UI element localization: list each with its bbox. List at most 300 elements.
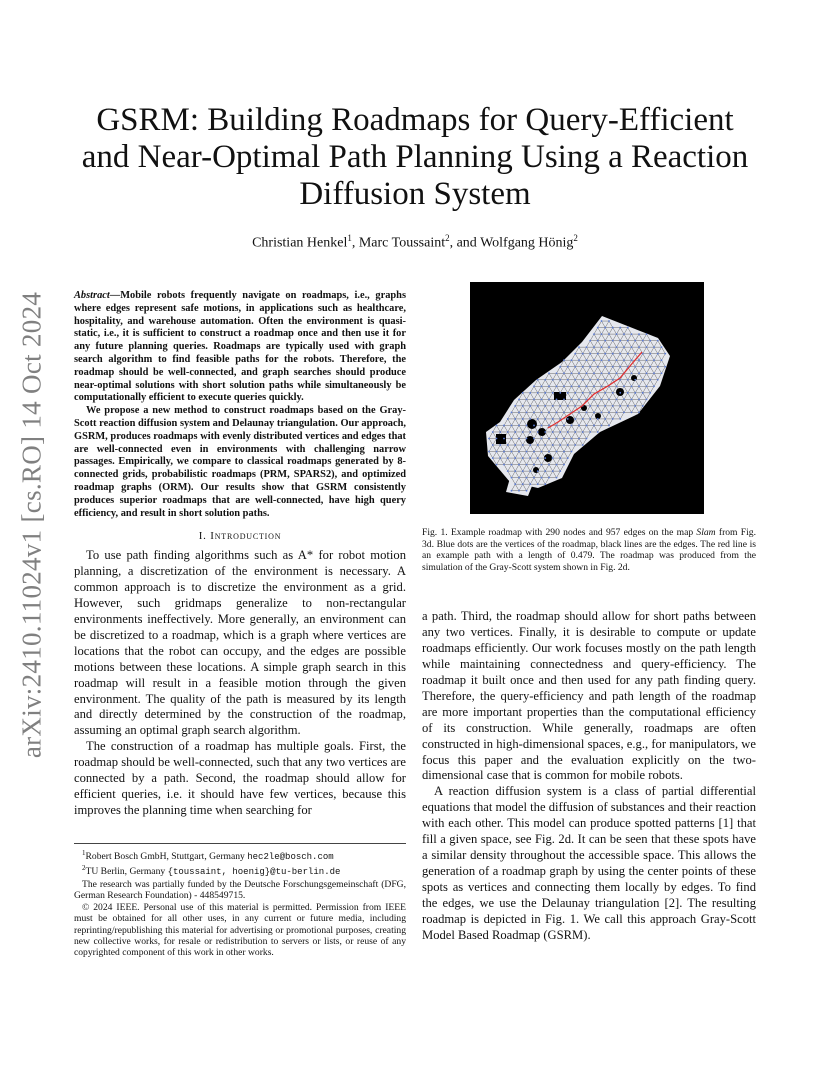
roadmap-vertex bbox=[556, 464, 558, 466]
roadmap-vertex bbox=[653, 372, 655, 374]
roadmap-vertex bbox=[537, 444, 539, 446]
roadmap-vertex bbox=[574, 366, 576, 368]
roadmap-vertex bbox=[597, 379, 599, 381]
roadmap-vertex bbox=[634, 353, 636, 355]
roadmap-vertex bbox=[597, 366, 599, 368]
roadmap-vertex bbox=[541, 464, 543, 466]
roadmap-vertex bbox=[657, 366, 659, 368]
roadmap-vertex bbox=[627, 379, 629, 381]
roadmap-vertex bbox=[541, 425, 543, 427]
roadmap-vertex bbox=[578, 385, 580, 387]
roadmap-vertex bbox=[522, 457, 524, 459]
roadmap-vertex bbox=[612, 405, 614, 407]
roadmap-vertex bbox=[507, 431, 509, 433]
roadmap-vertex bbox=[604, 327, 606, 329]
abstract-text: Mobile robots frequently navigate on roadmaps, i.e., graphs where edges represent safe motions, in applications such as healthcare, hospitality, and warehouse automation. Often the environment is quasi-static, i.e., it is sufficient to construct a roadmap once and then use it for any future planning queries. Roadmaps are typically used with graph search algorithm to find feasible paths for the robots. Therefore, the roadmap should be well-connected, and graph searches should produce near-optimal solutions with short solution paths while simultaneously be computationally efficient to execute queries quickly. bbox=[74, 290, 406, 404]
roadmap-vertex bbox=[567, 431, 569, 433]
paper-title: GSRM: Building Roadmaps for Query-Efficient and Near-Optimal Path Planning Using a Reaction Diffusion System bbox=[81, 102, 749, 212]
roadmap-vertex bbox=[567, 379, 569, 381]
roadmap-vertex bbox=[646, 333, 648, 335]
roadmap-vertex bbox=[627, 353, 629, 355]
roadmap-vertex bbox=[533, 451, 535, 453]
roadmap-vertex bbox=[619, 353, 621, 355]
roadmap-vertex bbox=[511, 451, 513, 453]
roadmap-vertex bbox=[507, 418, 509, 420]
roadmap-vertex bbox=[597, 418, 599, 420]
roadmap-vertex bbox=[559, 405, 561, 407]
roadmap-vertex bbox=[511, 477, 513, 479]
roadmap-vertex bbox=[518, 477, 520, 479]
roadmap-vertex bbox=[608, 346, 610, 348]
roadmap-vertex bbox=[661, 359, 663, 361]
roadmap-vertex bbox=[544, 418, 546, 420]
roadmap-vertex bbox=[537, 418, 539, 420]
roadmap-vertex bbox=[563, 438, 565, 440]
roadmap-vertex bbox=[593, 425, 595, 427]
roadmap-vertex bbox=[612, 418, 614, 420]
roadmap-vertex bbox=[537, 431, 539, 433]
roadmap-vertex bbox=[499, 457, 501, 459]
roadmap-vertex bbox=[608, 372, 610, 374]
author-name: Marc Toussaint bbox=[358, 235, 446, 251]
footnote-1: $^1$Robert Bosch GmbH, Stuttgart, Germany hec2le@bosch.com bbox=[82, 848, 334, 862]
roadmap-vertex bbox=[601, 346, 603, 348]
roadmap-vertex bbox=[533, 464, 535, 466]
roadmap-vertex bbox=[552, 405, 554, 407]
arxiv-identifier: arXiv:2410.11024v1 [cs.RO] 14 Oct 2024 bbox=[16, 291, 47, 759]
roadmap-vertex bbox=[511, 425, 513, 427]
roadmap-vertex bbox=[571, 385, 573, 387]
roadmap-vertex bbox=[556, 425, 558, 427]
roadmap-vertex bbox=[526, 464, 528, 466]
roadmap-vertex bbox=[589, 366, 591, 368]
roadmap-vertex bbox=[627, 340, 629, 342]
roadmap-vertex bbox=[537, 457, 539, 459]
roadmap-vertex bbox=[593, 372, 595, 374]
roadmap-vertex bbox=[586, 372, 588, 374]
roadmap-vertex bbox=[574, 431, 576, 433]
roadmap-vertex bbox=[559, 392, 561, 394]
roadmap-vertex bbox=[642, 340, 644, 342]
author-name: Wolfgang Hönig bbox=[480, 235, 574, 251]
roadmap-vertex bbox=[619, 327, 621, 329]
roadmap-vertex bbox=[552, 470, 554, 472]
affiliation-mark: 2 bbox=[445, 233, 450, 243]
roadmap-vertex bbox=[548, 372, 550, 374]
roadmap-vertex bbox=[548, 412, 550, 414]
roadmap-vertex bbox=[638, 359, 640, 361]
roadmap-vertex bbox=[586, 425, 588, 427]
roadmap-vertex bbox=[604, 353, 606, 355]
roadmap-vertex bbox=[601, 412, 603, 414]
roadmap-vertex bbox=[631, 346, 633, 348]
roadmap-vertex bbox=[586, 385, 588, 387]
roadmap-vertex bbox=[604, 405, 606, 407]
roadmap-vertex bbox=[526, 477, 528, 479]
roadmap-vertex bbox=[608, 359, 610, 361]
roadmap-vertex bbox=[634, 340, 636, 342]
roadmap-vertex bbox=[541, 451, 543, 453]
roadmap-vertex bbox=[537, 483, 539, 485]
roadmap-vertex bbox=[604, 418, 606, 420]
roadmap-vertex bbox=[496, 464, 498, 466]
author-list bbox=[70, 233, 760, 252]
roadmap-vertex bbox=[526, 425, 528, 427]
roadmap-vertex bbox=[619, 379, 621, 381]
roadmap-vertex bbox=[533, 438, 535, 440]
roadmap-vertex bbox=[604, 366, 606, 368]
roadmap-vertex bbox=[496, 425, 498, 427]
roadmap-vertex bbox=[631, 385, 633, 387]
roadmap-vertex bbox=[571, 359, 573, 361]
roadmap-vertex bbox=[533, 385, 535, 387]
right-body bbox=[422, 609, 756, 943]
roadmap-vertex bbox=[544, 444, 546, 446]
roadmap-vertex bbox=[541, 412, 543, 414]
roadmap-vertex bbox=[514, 418, 516, 420]
roadmap-vertex bbox=[548, 425, 550, 427]
roadmap-vertex bbox=[529, 418, 531, 420]
roadmap-vertex bbox=[522, 470, 524, 472]
roadmap-vertex bbox=[514, 483, 516, 485]
roadmap-vertex bbox=[556, 438, 558, 440]
roadmap-vertex bbox=[612, 340, 614, 342]
roadmap-vertex bbox=[552, 431, 554, 433]
roadmap-vertex bbox=[604, 392, 606, 394]
roadmap-vertex bbox=[593, 412, 595, 414]
roadmap-vertex bbox=[496, 451, 498, 453]
roadmap-vertex bbox=[608, 425, 610, 427]
roadmap-vertex bbox=[638, 333, 640, 335]
roadmap-vertex bbox=[518, 412, 520, 414]
roadmap-vertex bbox=[537, 470, 539, 472]
roadmap-vertex bbox=[522, 444, 524, 446]
roadmap-vertex bbox=[503, 425, 505, 427]
roadmap-vertex bbox=[514, 457, 516, 459]
roadmap-vertex bbox=[616, 333, 618, 335]
roadmap-vertex bbox=[608, 320, 610, 322]
roadmap-vertex bbox=[586, 346, 588, 348]
roadmap-vertex bbox=[526, 438, 528, 440]
affiliation-mark: 2 bbox=[573, 233, 578, 243]
roadmap-vertex bbox=[548, 438, 550, 440]
roadmap-vertex bbox=[544, 379, 546, 381]
roadmap-vertex bbox=[597, 405, 599, 407]
roadmap-vertex bbox=[634, 366, 636, 368]
roadmap-vertex bbox=[544, 457, 546, 459]
section-title: Introduction bbox=[210, 530, 282, 543]
email-link[interactable]: hec2le@bosch.com bbox=[247, 851, 334, 862]
roadmap-vertex bbox=[604, 340, 606, 342]
roadmap-vertex bbox=[552, 457, 554, 459]
roadmap-vertex bbox=[518, 451, 520, 453]
roadmap-vertex bbox=[589, 405, 591, 407]
roadmap-vertex bbox=[556, 477, 558, 479]
roadmap-vertex bbox=[623, 359, 625, 361]
roadmap-vertex bbox=[518, 490, 520, 492]
roadmap-vertex bbox=[589, 418, 591, 420]
roadmap-vertex bbox=[608, 412, 610, 414]
roadmap-vertex bbox=[507, 444, 509, 446]
roadmap-vertex bbox=[578, 412, 580, 414]
roadmap-vertex bbox=[578, 346, 580, 348]
roadmap-vertex bbox=[634, 405, 636, 407]
affiliation-mark: 1 bbox=[347, 233, 352, 243]
roadmap-vertex bbox=[514, 405, 516, 407]
roadmap-vertex bbox=[518, 438, 520, 440]
roadmap-vertex bbox=[526, 412, 528, 414]
roadmap-vertex bbox=[522, 405, 524, 407]
roadmap-vertex bbox=[511, 438, 513, 440]
roadmap-vertex bbox=[571, 438, 573, 440]
roadmap-vertex bbox=[589, 431, 591, 433]
roadmap-vertex bbox=[499, 444, 501, 446]
roadmap-vertex bbox=[559, 444, 561, 446]
roadmap-vertex bbox=[511, 464, 513, 466]
roadmap-vertex bbox=[552, 418, 554, 420]
roadmap-vertex bbox=[518, 398, 520, 400]
roadmap-vertex bbox=[649, 353, 651, 355]
roadmap-vertex bbox=[574, 405, 576, 407]
roadmap-vertex bbox=[548, 385, 550, 387]
roadmap-vertex bbox=[638, 398, 640, 400]
roadmap-vertex bbox=[514, 431, 516, 433]
roadmap-vertex bbox=[623, 398, 625, 400]
roadmap-vertex bbox=[503, 464, 505, 466]
roadmap-vertex bbox=[616, 346, 618, 348]
roadmap-vertex bbox=[593, 333, 595, 335]
roadmap-vertex bbox=[623, 333, 625, 335]
roadmap-vertex bbox=[653, 346, 655, 348]
roadmap-vertex bbox=[556, 398, 558, 400]
roadmap-vertex bbox=[657, 353, 659, 355]
email-link[interactable]: {toussaint, hoenig}@tu-berlin.de bbox=[167, 867, 341, 878]
roadmap-vertex bbox=[541, 438, 543, 440]
map-name: Slam bbox=[696, 527, 716, 538]
roadmap-vertex bbox=[608, 398, 610, 400]
roadmap-vertex bbox=[653, 359, 655, 361]
abstract-dash: — bbox=[109, 290, 121, 301]
roadmap-vertex bbox=[619, 340, 621, 342]
roadmap-vertex bbox=[548, 464, 550, 466]
roadmap-vertex bbox=[574, 444, 576, 446]
roadmap-vertex bbox=[601, 320, 603, 322]
left-column bbox=[74, 290, 406, 959]
roadmap-vertex bbox=[642, 353, 644, 355]
roadmap-vertex bbox=[664, 353, 666, 355]
roadmap-vertex bbox=[631, 398, 633, 400]
roadmap-vertex bbox=[492, 444, 494, 446]
roadmap-vertex bbox=[642, 366, 644, 368]
roadmap-vertex bbox=[533, 425, 535, 427]
roadmap-vertex bbox=[578, 438, 580, 440]
roadmap-vertex bbox=[634, 379, 636, 381]
roadmap-vertex bbox=[593, 385, 595, 387]
roadmap-vertex bbox=[619, 405, 621, 407]
roadmap-vertex bbox=[563, 451, 565, 453]
roadmap-vertex bbox=[518, 425, 520, 427]
roadmap-vertex bbox=[529, 483, 531, 485]
roadmap-vertex bbox=[574, 353, 576, 355]
roadmap-vertex bbox=[638, 385, 640, 387]
roadmap-vertex bbox=[574, 418, 576, 420]
roadmap-vertex bbox=[589, 353, 591, 355]
roadmap-vertex bbox=[522, 483, 524, 485]
roadmap-vertex bbox=[556, 372, 558, 374]
roadmap-vertex bbox=[556, 412, 558, 414]
roadmap-vertex bbox=[574, 379, 576, 381]
roadmap-vertex bbox=[627, 327, 629, 329]
roadmap-vertex bbox=[582, 366, 584, 368]
roadmap-vertex bbox=[619, 418, 621, 420]
roadmap-vertex bbox=[619, 392, 621, 394]
roadmap-vertex bbox=[488, 438, 490, 440]
roadmap-vertex bbox=[627, 392, 629, 394]
roadmap-vertex bbox=[582, 431, 584, 433]
roadmap-vertex bbox=[664, 366, 666, 368]
roadmap-vertex bbox=[582, 392, 584, 394]
roadmap-vertex bbox=[631, 412, 633, 414]
roadmap-vertex bbox=[563, 359, 565, 361]
roadmap-vertex bbox=[571, 425, 573, 427]
roadmap-vertex bbox=[567, 366, 569, 368]
author-separator: , bbox=[351, 235, 359, 251]
roadmap-vertex bbox=[529, 405, 531, 407]
roadmap-vertex bbox=[559, 379, 561, 381]
roadmap-vertex bbox=[649, 340, 651, 342]
roadmap-vertex bbox=[601, 372, 603, 374]
figure-caption: Fig. 1. Example roadmap with 290 nodes and 957 edges on the map Slam from Fig. 3d. Blue dots are the vertices of the roadmap, black lines are the edges. The red line is an example path with a length of 0.479. The roadmap was produced from the simulation of the Gray-Scott system shown in Fig. 2d. bbox=[422, 527, 756, 573]
roadmap-vertex bbox=[623, 346, 625, 348]
roadmap-vertex bbox=[646, 359, 648, 361]
roadmap-vertex bbox=[616, 412, 618, 414]
roadmap-vertex bbox=[544, 470, 546, 472]
roadmap-vertex bbox=[634, 392, 636, 394]
section-number: I. bbox=[198, 530, 207, 543]
abstract-paragraph bbox=[74, 290, 406, 405]
roadmap-vertex bbox=[616, 398, 618, 400]
roadmap-vertex bbox=[627, 405, 629, 407]
roadmap-figure bbox=[470, 282, 704, 514]
roadmap-vertex bbox=[529, 431, 531, 433]
roadmap-vertex bbox=[612, 392, 614, 394]
roadmap-vertex bbox=[499, 431, 501, 433]
roadmap-vertex bbox=[522, 431, 524, 433]
roadmap-vertex bbox=[582, 418, 584, 420]
roadmap-vertex bbox=[597, 340, 599, 342]
footnote-2: $^2$TU Berlin, Germany {toussaint, hoenig}@tu-berlin.de bbox=[82, 864, 341, 878]
roadmap-vertex bbox=[649, 392, 651, 394]
roadmap-vertex bbox=[661, 346, 663, 348]
roadmap-vertex bbox=[593, 359, 595, 361]
roadmap-vertex bbox=[601, 385, 603, 387]
roadmap-vertex bbox=[541, 398, 543, 400]
roadmap-vertex bbox=[533, 477, 535, 479]
roadmap-vertex bbox=[507, 470, 509, 472]
roadmap-vertex bbox=[567, 457, 569, 459]
roadmap-vertex bbox=[563, 412, 565, 414]
author-separator: , and bbox=[449, 235, 481, 251]
roadmap-vertex bbox=[597, 353, 599, 355]
roadmap-vertex bbox=[601, 398, 603, 400]
abstract-label: Abstract bbox=[74, 290, 110, 301]
roadmap-vertex bbox=[563, 372, 565, 374]
roadmap-vertex bbox=[511, 412, 513, 414]
roadmap-vertex bbox=[559, 470, 561, 472]
roadmap-vertex bbox=[642, 405, 644, 407]
roadmap-vertex bbox=[631, 372, 633, 374]
roadmap-vertex bbox=[541, 385, 543, 387]
roadmap-vertex bbox=[597, 431, 599, 433]
roadmap-vertex bbox=[526, 451, 528, 453]
roadmap-vertex bbox=[526, 490, 528, 492]
roadmap-vertex bbox=[514, 470, 516, 472]
roadmap-vertex bbox=[571, 372, 573, 374]
roadmap-vertex bbox=[646, 346, 648, 348]
roadmap-vertex bbox=[589, 340, 591, 342]
roadmap-vertex bbox=[529, 457, 531, 459]
roadmap-vertex bbox=[537, 405, 539, 407]
roadmap-vertex bbox=[642, 379, 644, 381]
roadmap-vertex bbox=[563, 398, 565, 400]
roadmap-vertex bbox=[578, 398, 580, 400]
roadmap-vertex bbox=[548, 451, 550, 453]
roadmap-vertex bbox=[586, 438, 588, 440]
roadmap-vertex bbox=[601, 359, 603, 361]
abstract-paragraph-2: We propose a new method to construct roadmaps based on the Gray-Scott reaction diffusion system and Delaunay triangulation. Our approach, GSRM, produces roadmaps with evenly distributed vertices and edges that are well-connected even in environments with challenging narrow passages. Empirically, we compare to classical roadmaps generated by 8-connected grids, probabilistic roadmaps (PRM, SPARS2), and optimized roadmap graphs (ORM). Our results show that GSRM consistently produces superior roadmaps that are well-connected, have high query efficiency, and result in short solution paths. bbox=[74, 405, 406, 519]
roadmap-vertex bbox=[619, 366, 621, 368]
roadmap-vertex bbox=[582, 353, 584, 355]
roadmap-vertex bbox=[548, 398, 550, 400]
body-paragraph: A reaction diffusion system is a class of partial differential equations that model the diffusion of substances and their reaction with each other. This model can produce spotted patterns [1] that fill a given space, see Fig. 2d. It can be seen that these spots have a similar density throughout the accessible space. This allows the generation of a roadmap graph by using the center points of these spots as vertices and connecting them locally by edges. To find the edges, we use the Delaunay triangulation [2]. The resulting roadmap is depicted in Fig. 1. We call this approach Gray-Scott Model Based Roadmap (GSRM). bbox=[422, 784, 756, 942]
roadmap-vertex bbox=[511, 490, 513, 492]
body-paragraph: a path. Third, the roadmap should allow for short paths between any two vertices. Finally, it is desirable to compute or update roadmaps efficiently. Our work focuses mostly on the path length while maintaining connectedness and query-efficiency. The roadmap it built once and then used for any path finding query. Therefore, the query-efficiency and path length of the roadmap are more important properties than the computational efficiency of its construction. While generally, roadmaps are often constructed in high-dimensional spaces, e.g., for manipulators, we focus this paper and the evaluation explicitly on the two-dimensional case that is common for mobile robots. bbox=[422, 609, 756, 783]
roadmap-vertex bbox=[616, 372, 618, 374]
roadmap-vertex bbox=[582, 444, 584, 446]
roadmap-vertex bbox=[586, 412, 588, 414]
roadmap-vertex bbox=[623, 385, 625, 387]
roadmap-vertex bbox=[601, 425, 603, 427]
roadmap-vertex bbox=[503, 438, 505, 440]
roadmap-vertex bbox=[571, 451, 573, 453]
roadmap-vertex bbox=[657, 379, 659, 381]
roadmap-vertex bbox=[653, 385, 655, 387]
roadmap-vertex bbox=[567, 418, 569, 420]
roadmap-vertex bbox=[638, 372, 640, 374]
roadmap-vertex bbox=[529, 470, 531, 472]
roadmap-vertex bbox=[544, 392, 546, 394]
roadmap-vertex bbox=[496, 438, 498, 440]
roadmap-vertex bbox=[492, 431, 494, 433]
roadmap-vertex bbox=[503, 451, 505, 453]
roadmap-vertex bbox=[657, 340, 659, 342]
roadmap-vertex bbox=[638, 346, 640, 348]
roadmap-vertex bbox=[552, 392, 554, 394]
roadmap-vertex bbox=[593, 346, 595, 348]
roadmap-illustration bbox=[470, 282, 704, 514]
roadmap-vertex bbox=[507, 457, 509, 459]
roadmap-vertex bbox=[616, 359, 618, 361]
roadmap-vertex bbox=[522, 418, 524, 420]
roadmap-vertex bbox=[544, 405, 546, 407]
roadmap-vertex bbox=[533, 398, 535, 400]
funding-note: The research was partially funded by the Deutsche Forschungsgemeinschaft (DFG, German Research Foundation) - 448549715. bbox=[74, 878, 406, 902]
roadmap-vertex bbox=[552, 379, 554, 381]
roadmap-vertex bbox=[649, 366, 651, 368]
roadmap-vertex bbox=[567, 405, 569, 407]
roadmap-vertex bbox=[578, 372, 580, 374]
roadmap-vertex bbox=[567, 392, 569, 394]
